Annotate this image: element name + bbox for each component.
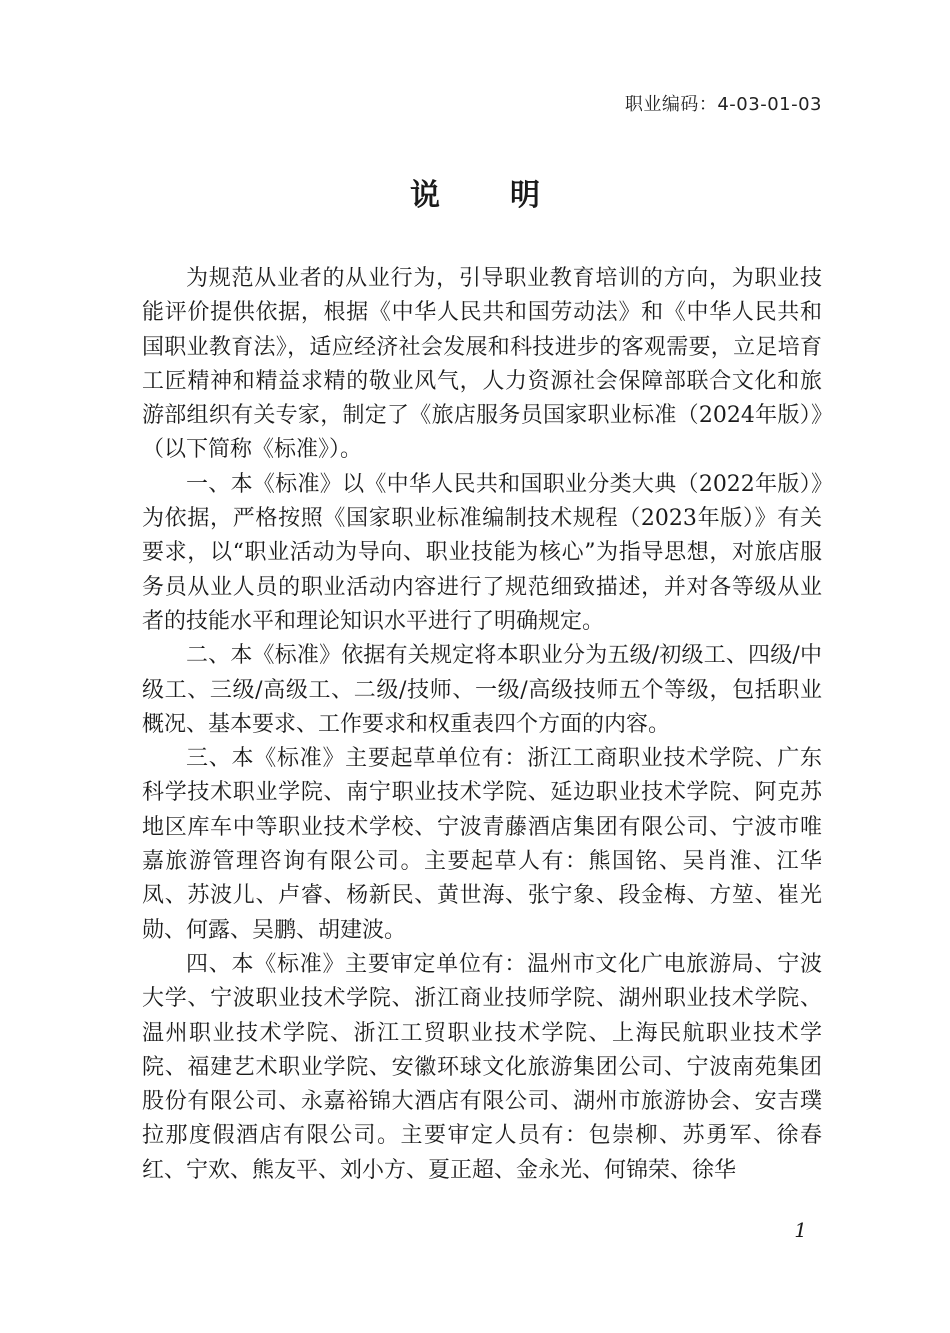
page-title: 说明: [410, 178, 610, 213]
paragraph-2: 二、本《标准》依据有关规定将本职业分为五级/初级工、四级/中级工、三级/高级工、二级/技师、一级/高级技师五个等级，包括职业概况、基本要求、工作要求和权重表四个方面的内容。: [142, 643, 822, 737]
page-number: 1: [794, 1218, 807, 1242]
paragraph-4: 四、本《标准》主要审定单位有：温州市文化广电旅游局、宁波大学、宁波职业技术学院、浙江商业技师学院、湖州职业技术学院、温州职业技术学院、浙江工贸职业技术学院、上海民航职业技术学院、福建艺术职业学院、安徽环球文化旅游集团公司、宁波南苑集团股份有限公司、永嘉裕锦大酒店有限公司、湖州市旅游协会、安吉璞拉那度假酒店有限公司。主要审定人员有：包崇柳、苏勇军、徐春红、宁欢、熊友平、刘小方、夏正超、金永光、何锦荣、徐华: [142, 951, 822, 1183]
paragraph-intro: 为规范从业者的从业行为，引导职业教育培训的方向，为职业技能评价提供依据，根据《中华人民共和国劳动法》和《中华人民共和国职业教育法》，适应经济社会发展和科技进步的客观需要，立足培育工匠精神和精益求精的敬业风气，人力资源社会保障部联合文化和旅游部组织有关专家，制定了《旅店服务员国家职业标准（2024年版）》（以下简称《标准》）。: [142, 266, 822, 463]
document-body: [142, 262, 822, 1188]
paragraph-1: 一、本《标准》以《中华人民共和国职业分类大典（2022年版）》为依据，严格按照《国家职业标准编制技术规程（2023年版）》有关要求，以“职业活动为导向、职业技能为核心”为指导思想，对旅店服务员从业人员的职业活动内容进行了规范细致描述，并对各等级从业者的技能水平和理论知识水平进行了明确规定。: [142, 471, 822, 634]
paragraph-3: 三、本《标准》主要起草单位有：浙江工商职业技术学院、广东科学技术职业学院、南宁职业技术学院、延边职业技术学院、阿克苏地区库车中等职业技术学校、宁波青藤酒店集团有限公司、宁波市唯嘉旅游管理咨询有限公司。主要起草人有：熊国铭、吴肖淮、江华凤、苏波儿、卢睿、杨新民、黄世海、张宁象、段金梅、方堃、崔光勋、何露、吴鹏、胡建波。: [142, 746, 822, 943]
occupation-code: 职业编码：4-03-01-03: [624, 94, 822, 115]
